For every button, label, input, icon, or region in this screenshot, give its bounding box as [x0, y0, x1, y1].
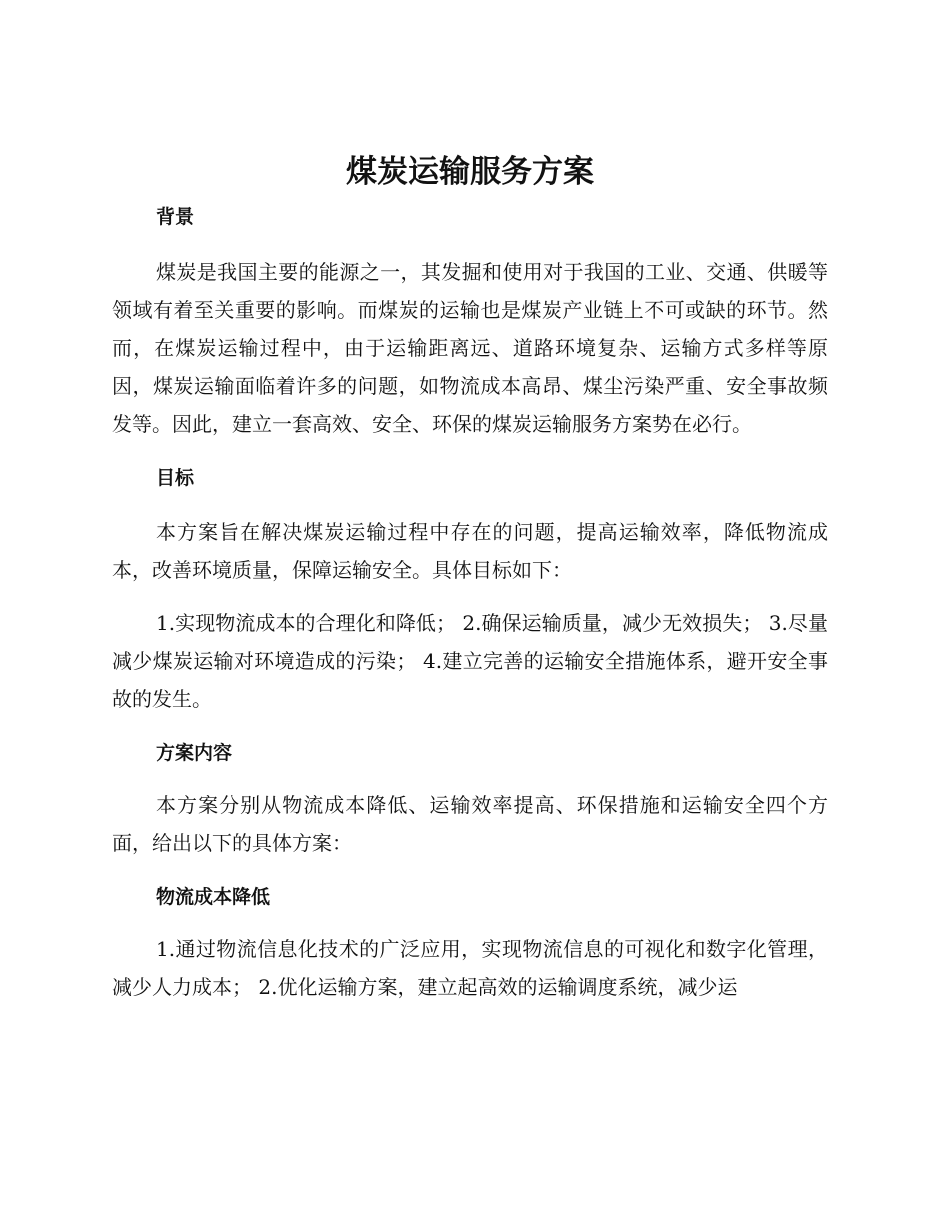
document-body	[112, 150, 828, 1006]
cost-reduction-paragraph: 1.通过物流信息化技术的广泛应用，实现物流信息的可视化和数字化管理，减少人力成本； 2.优化运输方案，建立起高效的运输调度系统，减少运	[112, 937, 828, 999]
section-heading-background: 背景	[156, 206, 195, 228]
document-title: 煤炭运输服务方案	[346, 154, 594, 190]
section-heading-cost-reduction: 物流成本降低	[156, 886, 271, 908]
background-paragraph: 煤炭是我国主要的能源之一，其发掘和使用对于我国的工业、交通、供暖等领域有着至关重要的影响。而煤炭的运输也是煤炭产业链上不可或缺的环节。然而，在煤炭运输过程中，由于运输距离远、道路环境复杂、运输方式多样等原因，煤炭运输面临着许多的问题，如物流成本高昂、煤尘污染严重、安全事故频发等。因此，建立一套高效、安全、环保的煤炭运输服务方案势在必行。	[112, 260, 828, 436]
plan-content-paragraph: 本方案分别从物流成本降低、运输效率提高、环保措施和运输安全四个方面，给出以下的具体方案：	[112, 793, 828, 855]
goals-list-paragraph: 1.实现物流成本的合理化和降低； 2.确保运输质量，减少无效损失； 3.尽量减少煤炭运输对环境造成的污染； 4.建立完善的运输安全措施体系，避开安全事故的发生。	[112, 611, 828, 711]
section-heading-plan-content: 方案内容	[156, 742, 233, 764]
section-heading-goals: 目标	[156, 467, 195, 489]
goals-intro-paragraph: 本方案旨在解决煤炭运输过程中存在的问题，提高运输效率，降低物流成本，改善环境质量，保障运输安全。具体目标如下：	[112, 520, 828, 582]
